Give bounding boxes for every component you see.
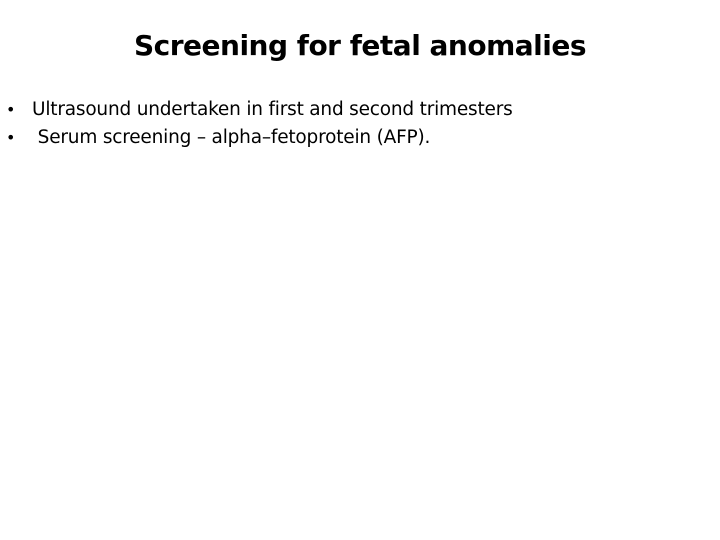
bullet-marker: •	[6, 128, 16, 147]
bullet-text: Serum screening – alpha–fetoprotein (AFP).	[32, 127, 431, 148]
bullet-item	[6, 96, 706, 124]
bullet-item	[6, 124, 706, 152]
slide-title: Screening for fetal anomalies	[133, 29, 587, 62]
bullet-text: Ultrasound undertaken in first and second trimesters	[32, 99, 513, 120]
bullet-list	[6, 96, 706, 152]
bullet-marker: •	[6, 100, 16, 119]
